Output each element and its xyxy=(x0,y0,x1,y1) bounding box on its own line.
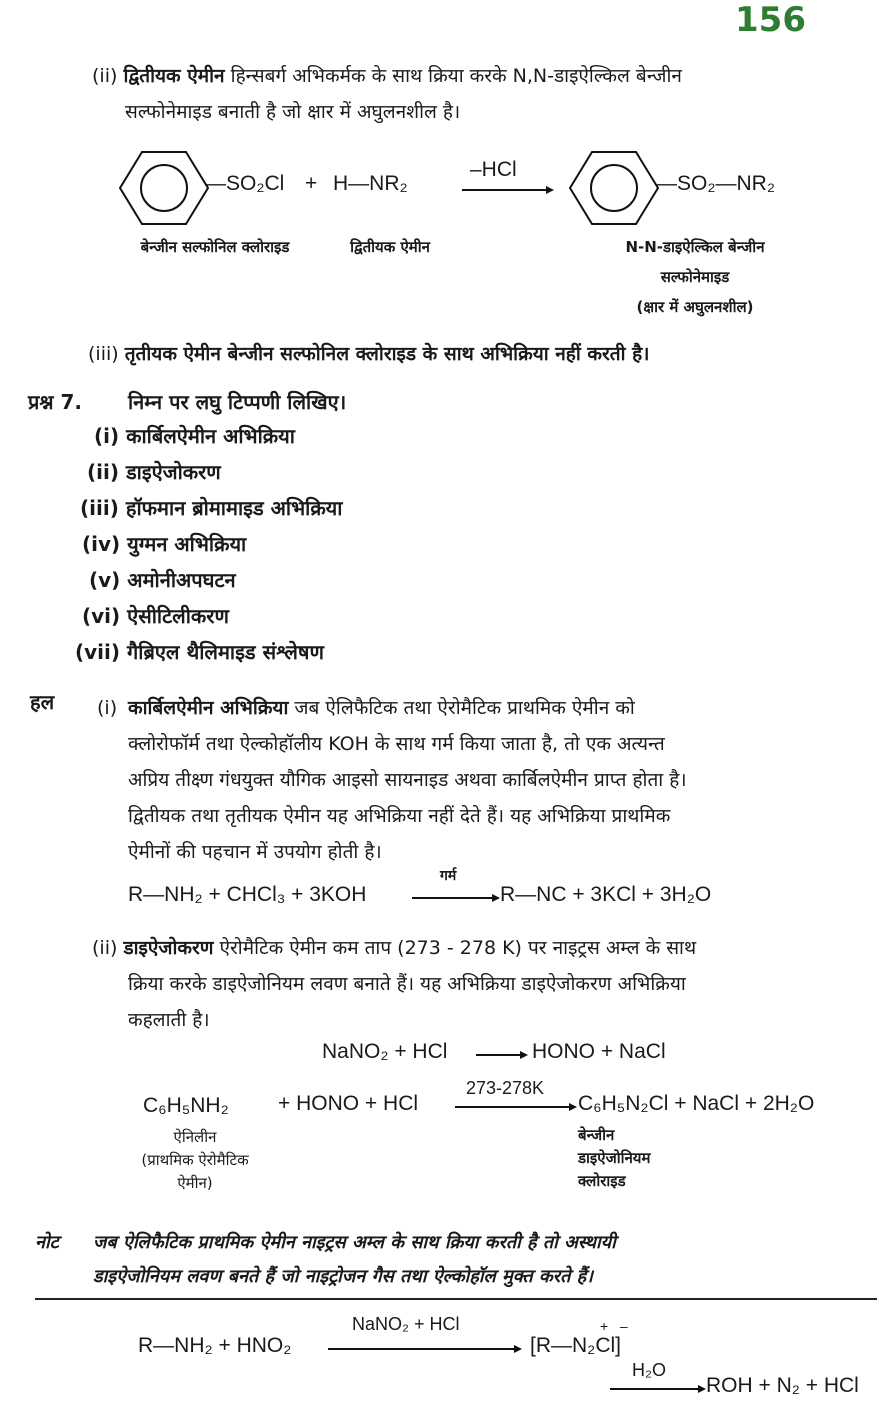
eq3-label-aniline: ऐनिलीन (प्राथमिक ऐरोमैटिक ऐमीन) xyxy=(141,1128,249,1192)
sol-i-line: द्वितीयक तथा तृतीयक ऐमीन यह अभिक्रिया नहीं देते हैं। यह अभिक्रिया प्राथमिक xyxy=(128,805,671,827)
q7-item: (vi) ऐसीटिलीकरण xyxy=(82,604,229,628)
sol-i-line: ऐमीनों की पहचान में उपयोग होती है। xyxy=(128,841,382,863)
eq2-arrow xyxy=(476,1050,528,1060)
note-line1: जब ऐलिफैटिक प्राथमिक ऐमीन नाइट्रस अम्ल के साथ क्रिया करती है तो अस्थायी xyxy=(93,1232,616,1253)
benzene-ring-2 xyxy=(568,148,660,228)
eq3-arrow-label: 273-278K xyxy=(466,1078,545,1098)
eq3-label-diazonium: बेन्जीन डाइऐजोनियम क्लोराइड xyxy=(578,1126,651,1190)
eq1-left: R—NH₂ + CHCl₃ + 3KOH xyxy=(128,883,367,906)
hinsberg-label3c: (क्षार में अघुलनशील) xyxy=(636,298,754,316)
page-number: 156 xyxy=(735,0,806,40)
sec3-text: तृतीयक ऐमीन बेन्जीन सल्फोनिल क्लोराइड के साथ अभिक्रिया नहीं करती है। xyxy=(124,343,650,365)
q7-text: निम्न पर लघु टिप्पणी लिखिए। xyxy=(128,390,347,414)
sol-ii-lead: डाइऐजोकरण xyxy=(123,937,214,959)
sol-i-line: अप्रिय तीक्ष्ण गंधयुक्त यौगिक आइसो सायनाइड अथवा कार्बिलऐमीन प्राप्त होता है। xyxy=(128,769,687,791)
note-label: नोट xyxy=(35,1232,59,1253)
hinsberg-arrow-label: –HCl xyxy=(470,158,517,181)
q7-item: (iv) युग्मन अभिक्रिया xyxy=(82,532,247,556)
hinsberg-label3a: N-N-डाइऐल्किल बेन्जीन xyxy=(625,238,765,256)
eq4-arrow-label: NaNO₂ + HCl xyxy=(352,1314,460,1334)
hinsberg-label3b: सल्फोनेमाइड xyxy=(660,268,730,286)
sol-ii-line: कहलाती है। xyxy=(128,1009,210,1031)
note-line2: डाइऐजोनियम लवण बनते हैं जो नाइट्रोजन गैस तथा ऐल्कोहॉल मुक्त करते हैं। xyxy=(93,1266,593,1287)
q7-item: (iii) हॉफमान ब्रोमामाइड अभिक्रिया xyxy=(80,496,343,520)
hinsberg-arrow xyxy=(462,185,554,195)
sec2-lead: द्वितीयक ऐमीन xyxy=(123,65,225,87)
solution-label: हल xyxy=(30,690,55,714)
hinsberg-label1: बेन्जीन सल्फोनिल क्लोराइड xyxy=(140,238,290,256)
sol-ii-line: क्रिया करके डाइऐजोनियम लवण बनाते हैं। यह अभिक्रिया डाइऐजोकरण अभिक्रिया xyxy=(128,973,686,995)
eq3-right: C₆H₅N₂Cl + NaCl + 2H₂O xyxy=(578,1092,815,1115)
hinsberg-label2: द्वितीयक ऐमीन xyxy=(350,238,430,256)
eq1-arrow xyxy=(412,893,500,903)
eq4-arrow2-label: H₂O xyxy=(632,1360,666,1380)
hinsberg-reactant1: —SO₂Cl xyxy=(205,172,285,195)
hinsberg-product: —SO₂—NR₂ xyxy=(656,172,775,195)
sec3-line xyxy=(88,336,649,372)
eq4-arrow2 xyxy=(610,1384,706,1394)
eq3-mid: + HONO + HCl xyxy=(278,1092,419,1115)
sec2-text1: हिन्सबर्ग अभिकर्मक के साथ क्रिया करके N,N-डाइऐल्किल बेन्जीन xyxy=(230,65,682,87)
eq3-reactant1: C₆H₅NH₂ xyxy=(143,1094,229,1117)
q7-item: (ii) डाइऐजोकरण xyxy=(87,460,221,484)
q7-item: (vii) गैब्रिएल थैलिमाइड संश्लेषण xyxy=(75,640,324,664)
q7-item: (i) कार्बिलऐमीन अभिक्रिया xyxy=(94,424,295,448)
divider xyxy=(35,1298,877,1300)
eq4-left: R—NH₂ + HNO₂ xyxy=(138,1334,292,1357)
eq1-arrow-label: गर्म xyxy=(440,868,457,884)
eq1-right: R—NC + 3KCl + 3H₂O xyxy=(500,883,712,906)
eq4-arrow xyxy=(328,1344,522,1354)
eq2-left: NaNO₂ + HCl xyxy=(322,1040,448,1063)
hinsberg-plus: + xyxy=(305,172,318,195)
sol-i-line: क्लोरोफॉर्म तथा ऐल्कोहॉलीय KOH के साथ गर्म किया जाता है, तो एक अत्यन्त xyxy=(128,733,665,755)
sol-ii-num: (ii) xyxy=(92,937,118,959)
eq2-right: HONO + NaCl xyxy=(532,1040,666,1063)
hinsberg-reactant2: H—NR₂ xyxy=(333,172,408,195)
eq4-right2: ROH + N₂ + HCl xyxy=(706,1374,859,1397)
sec2-num: (ii) xyxy=(92,65,118,87)
benzene-ring-1 xyxy=(118,148,210,228)
sol-i-line1: कार्बिलऐमीन अभिक्रिया जब ऐलिफैटिक तथा ऐरोमैटिक प्राथमिक ऐमीन को xyxy=(128,697,635,719)
sec3-num: (iii) xyxy=(88,343,119,365)
eq4-right: [R—N₂Cl] xyxy=(530,1334,621,1357)
sol-ii-line1: (ii) डाइऐजोकरण ऐरोमैटिक ऐमीन कम ताप (273 - 278 K) पर नाइट्रस अम्ल के साथ xyxy=(92,937,697,959)
sol-i-lead: कार्बिलऐमीन अभिक्रिया xyxy=(128,697,289,719)
sec2-text2: सल्फोनेमाइड बनाती है जो क्षार में अघुलनशील है। xyxy=(125,101,461,123)
q7-item: (v) अमोनीअपघटन xyxy=(89,568,236,592)
sec2-line1 xyxy=(92,58,682,94)
sol-i-num: (i) xyxy=(97,697,118,719)
q7-label: प्रश्न 7. xyxy=(28,390,82,414)
eq3-arrow xyxy=(455,1102,577,1112)
eq4-charges: + – xyxy=(600,1318,628,1334)
